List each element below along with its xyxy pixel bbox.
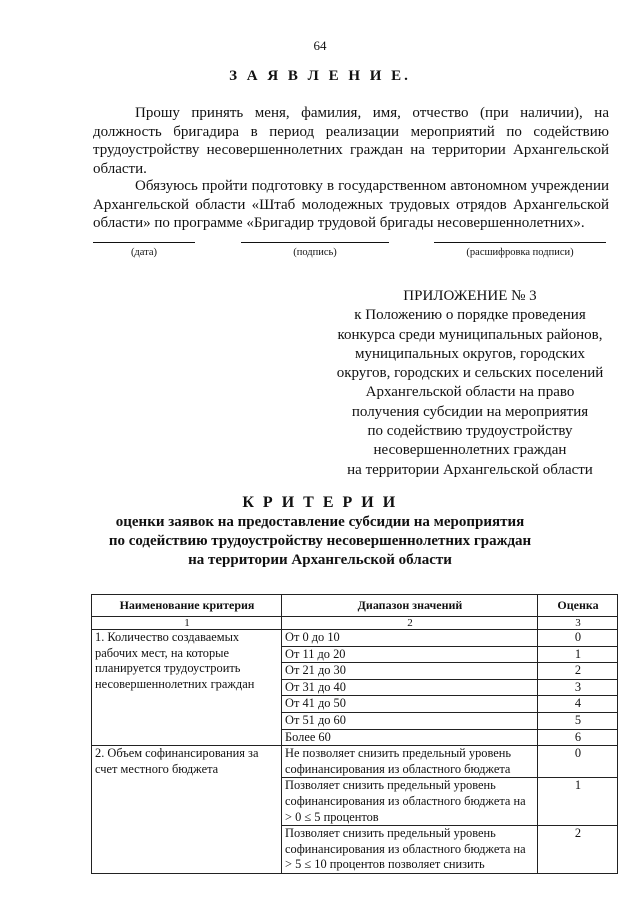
score-cell: 2 [538,663,618,680]
criteria-subtitle [0,513,640,570]
score-cell: 0 [538,746,618,778]
appendix-line: конкурса среди муниципальных районов, [337,326,603,343]
appendix-line: ПРИЛОЖЕНИЕ № 3 [403,288,537,304]
statement-title: З А Я В Л Е Н И Е. [229,68,411,84]
appendix-line: на территории Архангельской области [347,461,593,478]
date-signature-line [93,242,195,243]
range-cell: Не позволяет снизить предельный уровень софинансирования из областного бюджета [282,746,538,778]
header-score: Оценка [538,595,618,617]
range-cell: Более 60 [282,729,538,746]
range-cell: От 21 до 30 [282,663,538,680]
score-cell: 2 [538,826,618,874]
score-cell: 1 [538,778,618,826]
criteria-subtitle-line: по содействию трудоустройству несовершеннолетних граждан [108,533,532,549]
criteria-subtitle-line: оценки заявок на предоставление субсидии на мероприятия [115,514,525,530]
table-header-row [92,595,618,617]
appendix-line: получения субсидии на мероприятия [351,403,589,420]
score-cell: 3 [538,679,618,696]
appendix-line: муниципальных округов, городских [354,345,585,362]
range-cell: От 11 до 20 [282,646,538,663]
appendix-block [300,287,640,480]
score-cell: 5 [538,712,618,729]
page-number: 64 [313,38,327,53]
column-number-row [92,617,618,630]
range-cell: Позволяет снизить предельный уровень софинансирования из областного бюджета на > 0 ≤ 5 процентов [282,778,538,826]
decode-caption: (расшифровка подписи) [466,247,574,258]
sign-caption: (подпись) [293,247,337,258]
table-row [92,746,618,778]
range-cell: Позволяет снизить предельный уровень софинансирования из областного бюджета на > 5 ≤ 10 процентов позволяет снизить [282,826,538,874]
statement-paragraph-2: Обязуюсь пройти подготовку в государственном автономном учреждении Архангельской области «Штаб молодежных трудовых отрядов Архангельской области» по программе «Бригадир трудовой бригады несовершеннолетних». [93,178,609,232]
criteria-table [91,594,618,874]
range-cell: От 0 до 10 [282,630,538,647]
appendix-line: по содействию трудоустройству [367,423,573,440]
appendix-line: к Положению о порядке проведения [354,307,586,324]
criteria-title: К Р И Т Е Р И И [242,494,398,511]
appendix-line: Архангельской области на право [365,384,575,401]
score-cell: 0 [538,630,618,647]
header-criterion: Наименование критерия [92,595,282,617]
statement-paragraph-1: Прошу принять меня, фамилия, имя, отчество (при наличии), на должность бригадира в период реализации мероприятий по содействию трудоустройству несовершеннолетних граждан на территории Архангельской области. [93,105,609,177]
header-range: Диапазон значений [282,595,538,617]
score-cell: 1 [538,646,618,663]
range-cell: От 41 до 50 [282,696,538,713]
appendix-line: несовершеннолетних граждан [373,442,567,459]
criteria-subtitle-line: на территории Архангельской области [188,552,452,568]
table-row [92,630,618,647]
sign-signature-line [241,242,389,243]
score-cell: 4 [538,696,618,713]
column-number: 1 [92,617,282,630]
criterion-name: 1. Количество создаваемых рабочих мест, на которые планируется трудоустроить несовершеннолетних граждан [92,630,282,746]
date-caption: (дата) [130,247,158,258]
range-cell: От 51 до 60 [282,712,538,729]
range-cell: От 31 до 40 [282,679,538,696]
decode-signature-line [434,242,606,243]
column-number: 2 [282,617,538,630]
score-cell: 6 [538,729,618,746]
appendix-line: округов, городских и сельских поселений [336,365,604,382]
column-number: 3 [538,617,618,630]
criterion-name: 2. Объем софинансирования за счет местного бюджета [92,746,282,874]
